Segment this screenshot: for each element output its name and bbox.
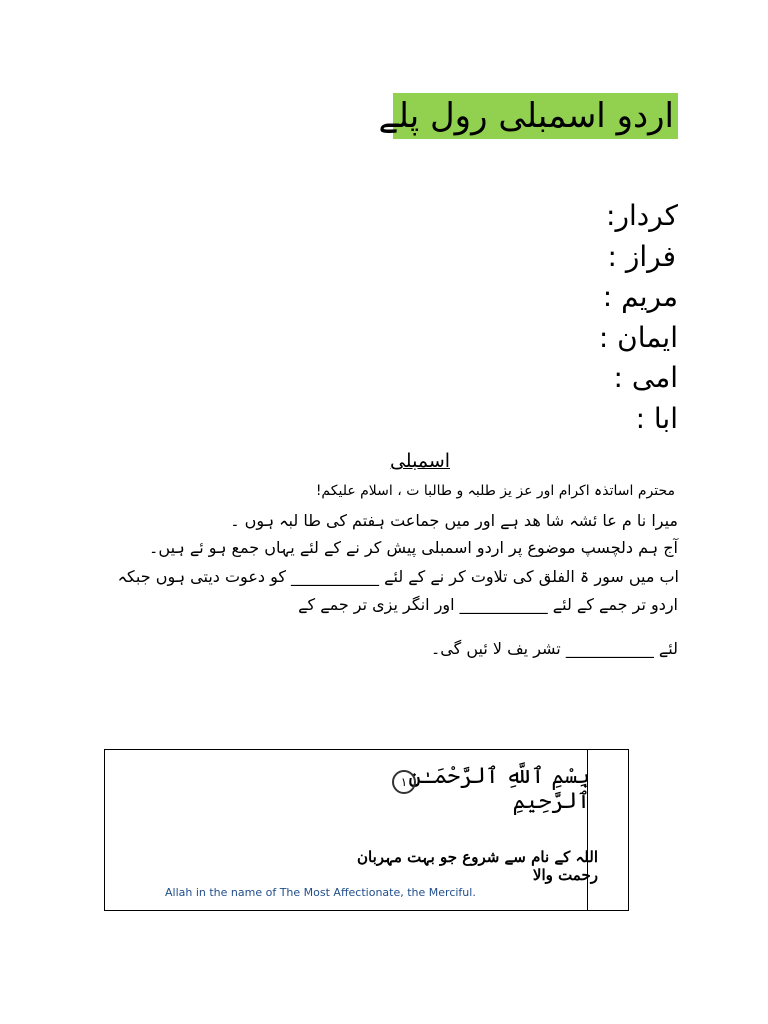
script-line-greeting: محترم اساتذہ اکرام اور عز یز طلبہ و طالبا ت ، اسلام علیکم! xyxy=(315,483,675,499)
verse-urdu-translation: اللہ کے نام سے شروع جو بہت مہربان رحمت والا xyxy=(357,848,598,884)
script-line-english-translation: لئے ___________ تشر یف لا ئیں گی۔ xyxy=(430,639,678,658)
characters-heading: کردار: xyxy=(606,199,678,232)
character-list xyxy=(378,196,678,439)
script-line-intro: میرا نا م عا ئشہ شا ھد ہے اور میں جماعت ہفتم کی طا لبہ ہوں ۔ xyxy=(230,511,678,530)
script-line-topic: آج ہم دلچسپ موضوع پر اردو اسمبلی پیش کر نے کے لئے یہاں جمع ہو ئے ہیں۔ xyxy=(149,538,678,557)
character-faraz: فراز : xyxy=(607,239,676,273)
verse-english-translation: Allah in the name of The Most Affectionate, the Merciful. xyxy=(165,886,476,899)
character-abba: ابا : xyxy=(635,401,678,435)
script-line-recitation: اب میں سور ۃ الفلق کی تلاوت کر نے کے لئے ___________ کو دعوت دیتی ہوں جبکہ xyxy=(117,567,679,586)
character-maryam: مریم : xyxy=(602,280,678,313)
verse-arabic-text: بِسْمِ ٱللَّهِ ٱلرَّحْمَـٰنِ ٱلرَّحِيمِ xyxy=(408,764,590,814)
script-line-translation: اردو تر جمے کے لئے ___________ اور انگر یزی تر جمے کے xyxy=(298,595,678,614)
assembly-heading: اسمبلی xyxy=(389,450,451,472)
verse-number-marker: ١ xyxy=(392,770,416,794)
page-title: اردو اسمبلی رول پلے xyxy=(393,93,678,139)
character-iman: ایمان : xyxy=(598,320,678,354)
character-ammi: امی : xyxy=(613,361,678,394)
